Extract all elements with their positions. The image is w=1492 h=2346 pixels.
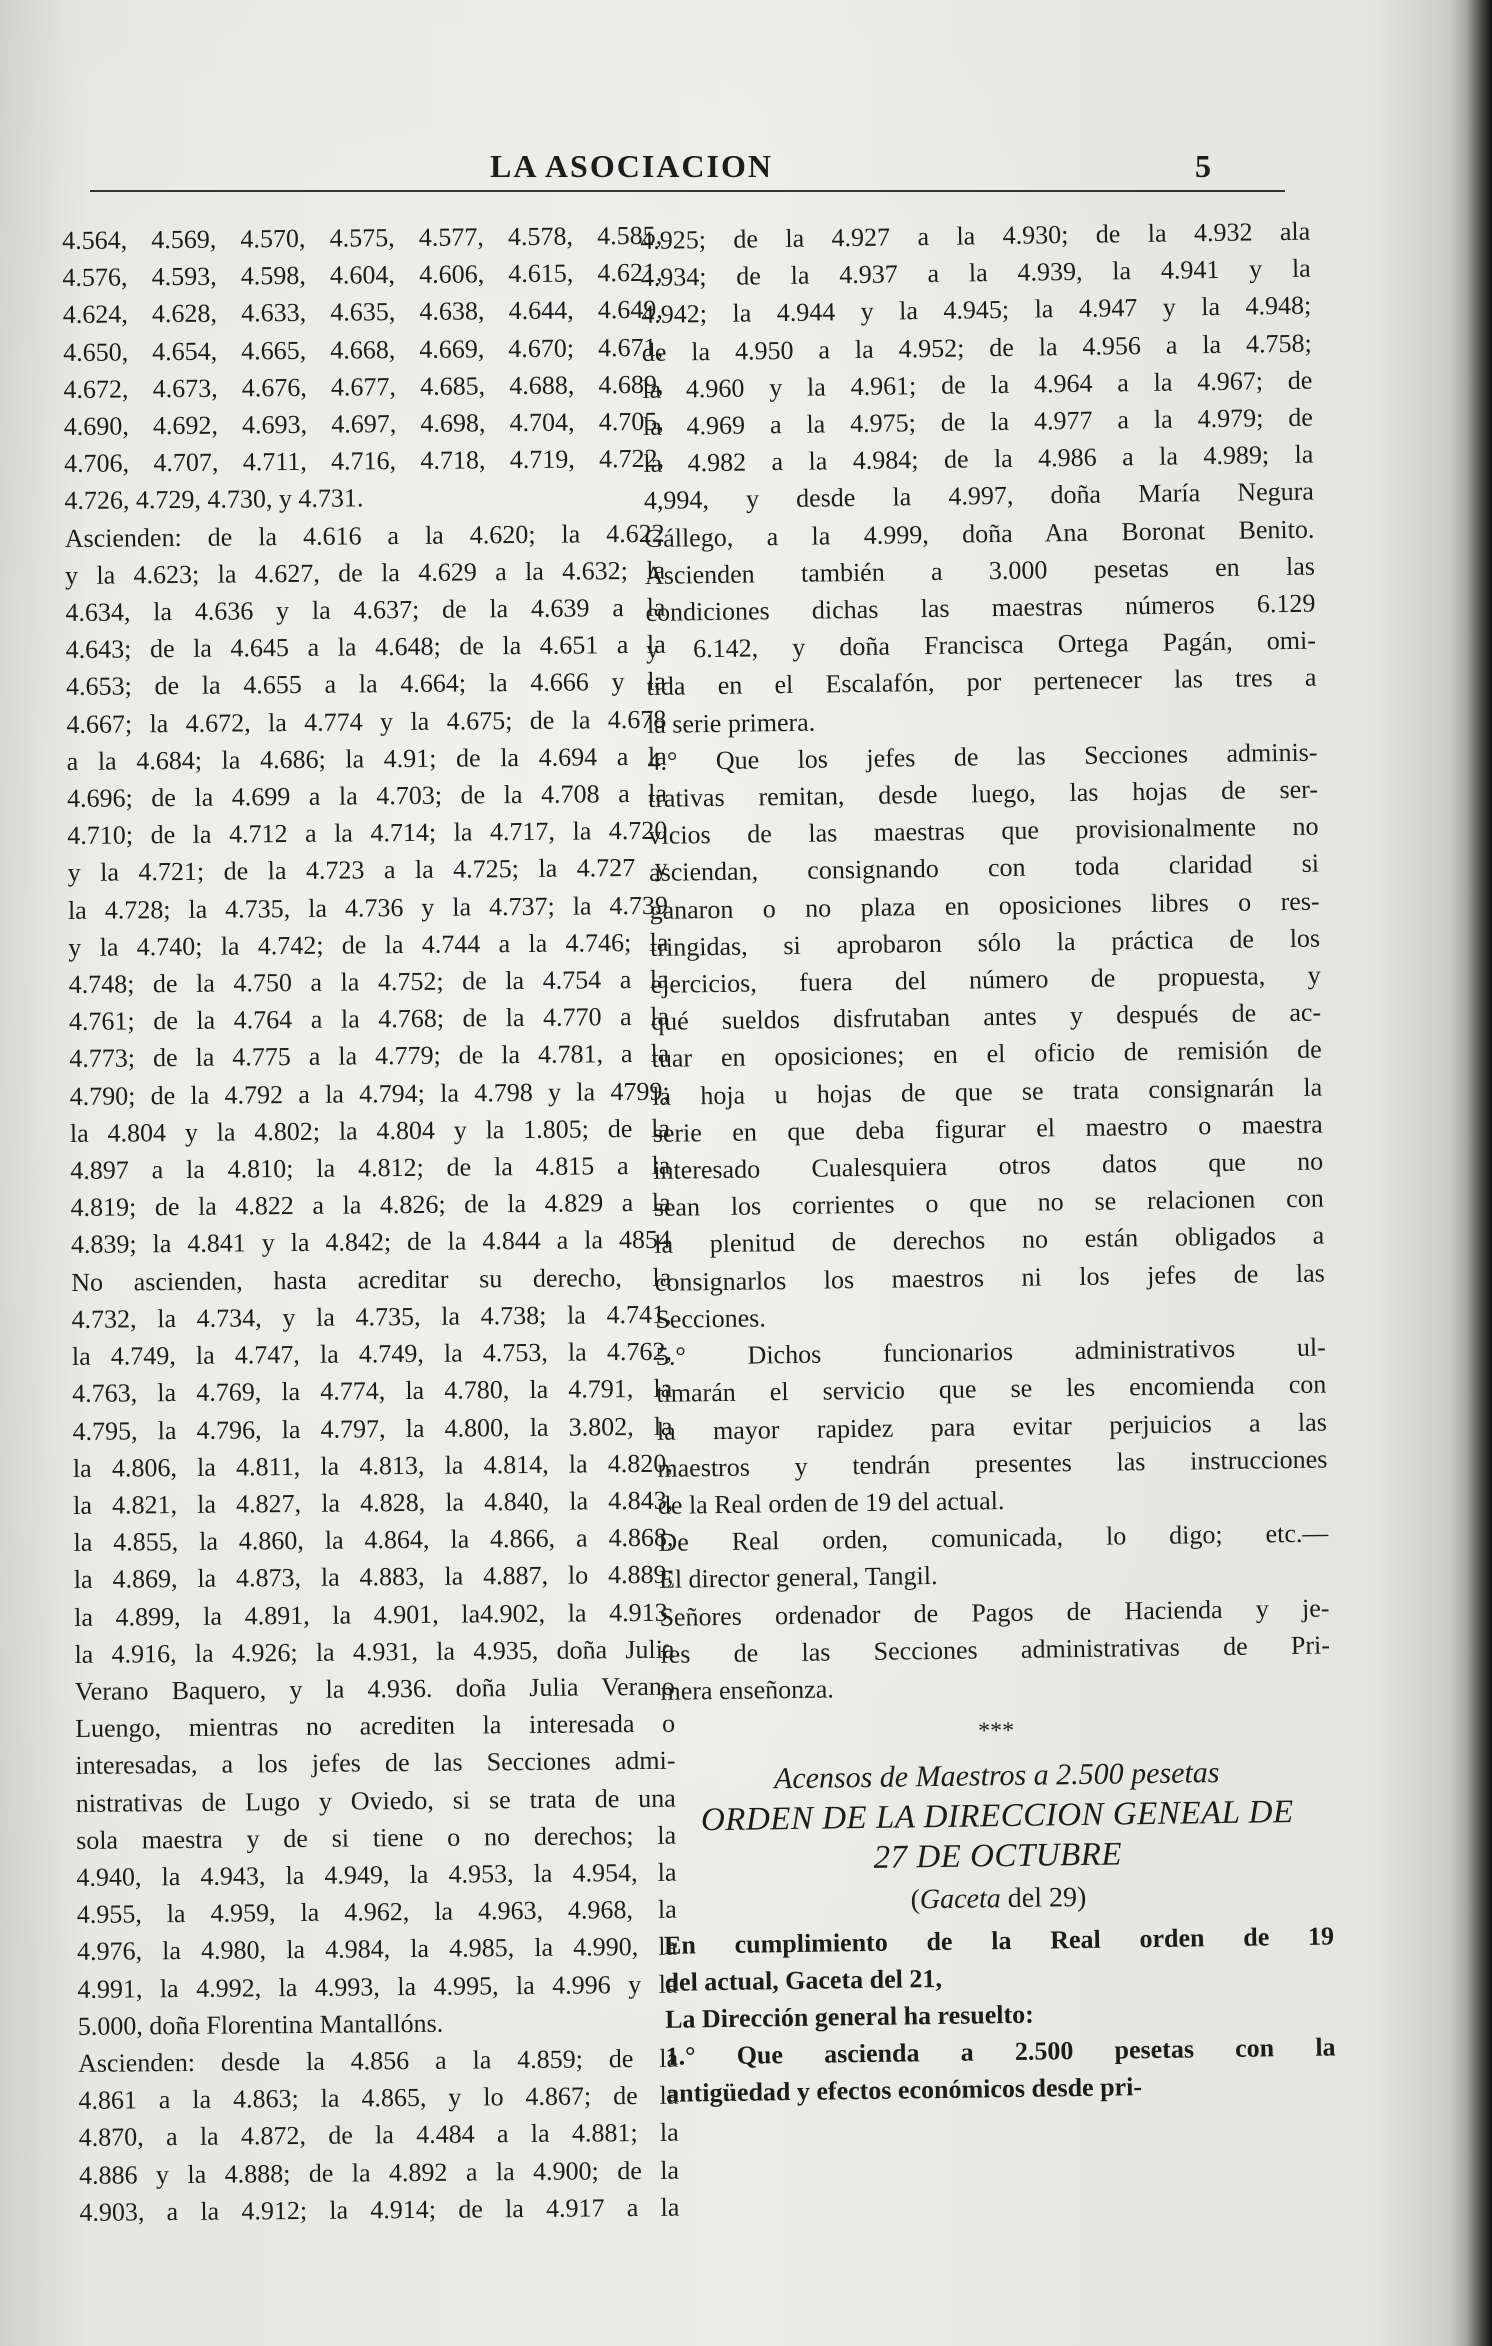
- text-line: 4.° Que los jefes de las Secciones adminis-: [647, 737, 1318, 776]
- text-line: 4.710; de la 4.712 a la 4.714; la 4.717, la 4.720: [67, 815, 668, 851]
- text-line: tuar en oposiciones; en el oficio de remisión de: [651, 1035, 1322, 1074]
- text-line: 4.690, 4.692, 4.693, 4.697, 4.698, 4.704, 4.705,: [63, 406, 664, 442]
- text-line: la 4.869, la 4.873, la 4.883, la 4.887, lo 4.889;: [73, 1560, 674, 1595]
- text-line: 4.773; de la 4.775 a la 4.779; de la 4.781, a la: [69, 1039, 670, 1074]
- text-line: timarán el servicio que se les encomienda con: [656, 1369, 1327, 1409]
- right-column-body: [640, 213, 1331, 1710]
- text-line: trativas remitan, desde luego, las hojas de ser-: [647, 774, 1319, 813]
- text-line: El director general, Tangil.: [658, 1561, 938, 1595]
- text-line: la 4.821, la 4.827, la 4.828, la 4.840, la 4.843,: [73, 1485, 674, 1520]
- text-line: En cumplimiento de la Real orden de 19: [663, 1921, 1335, 1960]
- text-line: 4.903, a la 4.912; la 4.914; de la 4.917 a la: [79, 2192, 680, 2227]
- text-line: tringidas, si aprobaron sólo la práctica de los: [649, 923, 1321, 962]
- text-line: la mayor rapidez para evitar perjuicios a las: [656, 1407, 1328, 1446]
- text-line: la 4.804 y la 4.802; la 4.804 y la 1.805; de la: [69, 1113, 671, 1148]
- text-line: serie en que deba figurar el maestro o maestra: [652, 1109, 1323, 1148]
- text-line: ganaron o no plaza en oposiciones libres o res-: [649, 886, 1320, 925]
- text-line: y la 4.623; la 4.627, de la 4.629 a la 4.632; la: [64, 555, 666, 590]
- text-line: 4.925; de la 4.927 a la 4.930; de la 4.932 ala: [640, 216, 1311, 255]
- text-line: de la 4.950 a la 4.952; de la 4.956 a la 4.758;: [641, 328, 1312, 367]
- source-open: (: [910, 1884, 921, 1916]
- text-line: vicios de las maestras que provisionalmente no: [648, 811, 1319, 851]
- text-line: y la 4.740; la 4.742; de la 4.744 a la 4.746; la: [68, 927, 669, 962]
- text-line: nistrativas de Lugo y Oviedo, si se trata de una: [75, 1783, 676, 1818]
- text-line: interesado Cualesquiera otros datos que no: [653, 1146, 1324, 1185]
- text-line: sean los corrientes o que no se relacionen con: [653, 1183, 1324, 1223]
- text-line: Secciones.: [655, 1303, 766, 1334]
- text-line: La Dirección general ha resuelto:: [664, 1999, 1035, 2034]
- source-italic: Gaceta: [919, 1883, 1001, 1916]
- text-line: 4.763, la 4.769, la 4.774, la 4.780, la 4.791, la: [72, 1374, 673, 1409]
- text-line: 1.° Que ascienda a 2.500 pesetas con la: [665, 2032, 1336, 2071]
- order-heading-line-2: 27 DE OCTUBRE: [873, 1836, 1123, 1877]
- text-line: consignarlos los maestros ni los jefes de las: [654, 1258, 1325, 1297]
- text-line: la 4.728; la 4.735, la 4.736 y la 4.737; la 4.739: [67, 890, 669, 925]
- text-line: qué sueldos disfrutaban antes y después de ac-: [650, 997, 1322, 1037]
- text-line: Señores ordenador de Pagos de Hacienda y je-: [659, 1593, 1330, 1632]
- text-line: De Real orden, comunicada, lo digo; etc.—: [658, 1518, 1329, 1557]
- left-column: [62, 217, 680, 2231]
- text-line: de la Real orden de 19 del actual.: [657, 1485, 1005, 1520]
- text-line: 4.870, a la 4.872, de la 4.484 a la 4.881; la: [78, 2118, 679, 2153]
- text-line: 4.672, 4.673, 4.676, 4.677, 4.685, 4.688, 4.689,: [63, 369, 664, 404]
- running-title: LA ASOCIACION: [490, 148, 773, 184]
- text-line: 4.748; de la 4.750 a la 4.752; de la 4.754 a la: [68, 964, 669, 1000]
- text-line: 4.955, la 4.959, la 4.962, la 4.963, 4.968, la: [76, 1894, 677, 1930]
- text-line: 4.790; de la 4.792 a la 4.794; la 4.798 y la 4799;: [69, 1076, 670, 1111]
- text-line: 4.795, la 4.796, la 4.797, la 4.800, la 3.802, la: [72, 1411, 673, 1446]
- text-line: 4.653; de la 4.655 a la 4.664; la 4.666 y la: [65, 667, 667, 702]
- text-line: la hoja u hojas de que se trata consignarán la: [652, 1072, 1323, 1111]
- text-line: 4.667; la 4.672, la 4.774 y la 4.675; de la 4.678: [66, 704, 667, 739]
- text-line: interesadas, a los jefes de las Secciones admi-: [75, 1746, 676, 1781]
- text-line: Luengo, mientras no acrediten la interesada o: [75, 1708, 676, 1744]
- text-line: ejercicios, fuera del número de propuesta, y: [650, 960, 1321, 999]
- text-line: la 4.960 y la 4.961; de la 4.964 a la 4.967; de: [642, 365, 1313, 404]
- text-line: 4.643; de la 4.645 a la 4.648; de la 4.651 a la: [65, 629, 666, 665]
- text-line: asciendan, consignando con toda claridad si: [648, 849, 1320, 888]
- text-line: 4.706, 4.707, 4.711, 4.716, 4.718, 4.719, 4.722,: [63, 443, 665, 479]
- text-line: 4.564, 4.569, 4.570, 4.575, 4.577, 4.578, 4.585,: [62, 220, 663, 255]
- text-line: Ascienden: desde la 4.856 a la 4.859; de la: [77, 2043, 679, 2078]
- header-rule: [90, 190, 1285, 192]
- text-line: 4.940, la 4.943, la 4.949, la 4.953, la 4.954, la: [76, 1857, 677, 1892]
- right-column: [640, 213, 1336, 2113]
- text-line: la 4.899, la 4.891, la 4.901, la4.902, la 4.913,: [74, 1597, 675, 1632]
- text-line: 4.696; de la 4.699 a la 4.703; de la 4.708 a la: [66, 778, 668, 814]
- text-line: 4.976, la 4.980, la 4.984, la 4.985, la 4.990, la: [76, 1932, 678, 1967]
- text-line: 4.839; la 4.841 y la 4.842; de la 4.844 a la 4854: [70, 1225, 672, 1260]
- text-line: 4.726, 4.729, 4.730, y 4.731.: [64, 483, 364, 516]
- page-number: 5: [1195, 148, 1211, 184]
- book-spine-shadow: [1450, 0, 1492, 2346]
- text-line: la 4.969 a la 4.975; de la 4.977 a la 4.979; de: [642, 402, 1313, 441]
- text-line: la serie primera.: [646, 707, 816, 739]
- text-line: 4.819; de la 4.822 a la 4.826; de la 4.829 a la: [70, 1188, 671, 1223]
- text-line: la 4.806, la 4.811, la 4.813, la 4.814, la 4.820,: [72, 1448, 673, 1483]
- text-line: a la 4.684; la 4.686; la 4.91; de la 4.694 a la: [66, 741, 667, 776]
- text-line: antigüedad y efectos económicos desde pri-: [665, 2072, 1143, 2109]
- order-heading-line-1: ORDEN DE LA DIRECCION GENEAL DE: [700, 1794, 1294, 1839]
- text-line: 4,994, y desde la 4.997, doña María Negura: [643, 477, 1315, 516]
- text-line: No ascienden, hasta acreditar su derecho, la: [71, 1262, 672, 1297]
- text-line: 5.000, doña Florentina Mantallóns.: [77, 2008, 444, 2041]
- text-line: 4.576, 4.593, 4.598, 4.604, 4.606, 4.615, 4.621,: [62, 257, 663, 293]
- text-line: 4.897 a la 4.810; la 4.812; de la 4.815 a la: [70, 1150, 671, 1186]
- text-line: 4.761; de la 4.764 a la 4.768; de la 4.770 a la: [68, 1001, 670, 1037]
- text-line: 4.934; de la 4.937 a la 4.939, la 4.941 y la: [640, 253, 1311, 293]
- text-line: 4.624, 4.628, 4.633, 4.635, 4.638, 4.644, 4.649,: [62, 295, 663, 330]
- text-line: maestros y tendrán presentes las instrucciones: [657, 1444, 1328, 1483]
- text-line: fes de las Secciones administrativas de Pri-: [659, 1630, 1331, 1669]
- text-line: tida en el Escalafón, por pertenecer las tres a: [646, 663, 1317, 702]
- text-line: Ascienden también a 3.000 pesetas en las: [644, 551, 1316, 590]
- text-line: Gállego, a la 4.999, doña Ana Boronat Benito.: [644, 514, 1315, 553]
- text-line: Verano Baquero, y la 4.936. doña Julia Verano: [74, 1671, 675, 1706]
- text-line: 4.650, 4.654, 4.665, 4.668, 4.669, 4.670; 4.671,: [63, 332, 664, 367]
- right-column-closing: [664, 1917, 1337, 2112]
- text-line: la 4.749, la 4.747, la 4.749, la 4.753, la 4.762,: [71, 1336, 673, 1372]
- text-line: 4.634, la 4.636 y la 4.637; de la 4.639 a la: [65, 592, 666, 628]
- text-line: 4.942; la 4.944 y la 4.945; la 4.947 y la 4.948;: [641, 291, 1312, 330]
- text-line: la 4.916, la 4.926; la 4.931, la 4.935, doña Julia: [74, 1634, 675, 1669]
- source-rest: del 29): [1000, 1882, 1087, 1915]
- text-line: 4.991, la 4.992, la 4.993, la 4.995, la 4.996 y la: [77, 1969, 678, 2004]
- text-line: 5.° Dichos funcionarios administrativos ul-: [655, 1332, 1326, 1371]
- text-line: la 4.982 a la 4.984; de la 4.986 a la 4.989; la: [643, 439, 1314, 479]
- text-line: 4.861 a la 4.863; la 4.865, y lo 4.867; de la: [78, 2080, 679, 2116]
- text-line: del actual, Gaceta del 21,: [664, 1963, 943, 1997]
- section-separator: ***: [977, 1718, 1015, 1745]
- text-line: sola maestra y de si tiene o no derechos; la: [75, 1820, 677, 1855]
- text-line: 4.886 y la 4.888; de la 4.892 a la 4.900; de la: [78, 2155, 680, 2190]
- text-line: condiciones dichas las maestras números 6.129: [645, 588, 1316, 627]
- text-line: y 6.142, y doña Francisca Ortega Pagán, omi-: [645, 625, 1317, 665]
- section-title: Acensos de Maestros a 2.500 pesetas: [773, 1756, 1220, 1796]
- text-line: y la 4.721; de la 4.723 a la 4.725; la 4.727 y: [67, 853, 668, 888]
- text-line: 4.732, la 4.734, y la 4.735, la 4.738; la 4.741,: [71, 1299, 672, 1334]
- text-line: Ascienden: de la 4.616 a la 4.620; la 4.622: [64, 518, 665, 553]
- page-header: [60, 148, 1260, 194]
- text-line: la 4.855, la 4.860, la 4.864, la 4.866, a 4.868,: [73, 1522, 674, 1558]
- gazette-source: [663, 1876, 1333, 1923]
- text-line: mera enseñonza.: [660, 1674, 834, 1706]
- text-line: la plenitud de derechos no están obligados a: [654, 1221, 1325, 1260]
